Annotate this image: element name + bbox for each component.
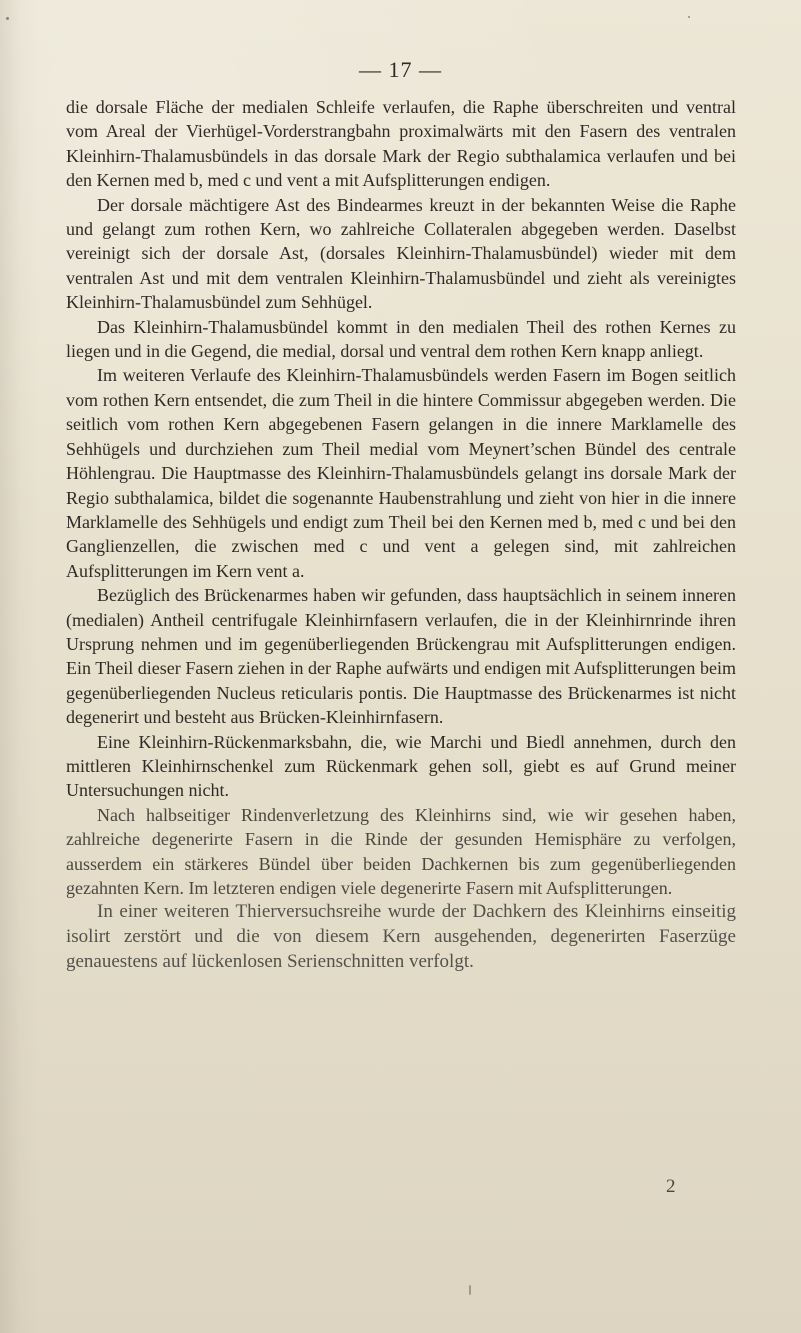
paragraph-8: In einer weiteren Thierversuchsreihe wurde der Dachkern des Kleinhirns einseitig isolirt zerstört und die von diesem Kern ausgehenden, degenerirten Faserzüge genauestens auf lückenlosen Serienschnitten verfolgt.	[66, 901, 736, 972]
paper-speck	[6, 17, 9, 20]
paper-mark	[469, 1285, 471, 1295]
paragraph-1: die dorsale Fläche der medialen Schleife verlaufen, die Raphe überschreiten und ventral vom Areal der Vierhügel-Vorderstrangbahn proximalwärts mit den Fasern des ventralen Kleinhirn-Thalamusbündels in das dorsale Mark der Regio subthalamica verlaufen und bei den Kernen med b, med c und vent a mit Aufsplitterungen endigen.	[66, 97, 736, 191]
page-edge-shadow	[0, 0, 40, 1333]
paragraph-7: Nach halbseitiger Rindenverletzung des Kleinhirns sind, wie wir gesehen haben, zahlreiche degenerirte Fasern in die Rinde der gesunden Hemisphäre zu verfolgen, ausserdem ein stärkeres Bündel über beiden Dachkernen bis zum gegenüberliegenden gezahnten Kern. Im letzteren endigen viele degenerirte Fasern mit Aufsplitterungen.	[66, 804, 736, 898]
paper-speck	[688, 16, 690, 18]
paragraph-6: Eine Kleinhirn-Rückenmarksbahn, die, wie Marchi und Biedl annehmen, durch den mittleren Kleinhirnschenkel zum Rückenmark gehen soll, giebt es auf Grund meiner Untersuchungen nicht.	[66, 731, 736, 801]
page-number: — 17 —	[359, 57, 442, 82]
body-text	[66, 95, 736, 974]
signature-mark: 2	[666, 1176, 676, 1197]
paragraph-4: Im weiteren Verlaufe des Kleinhirn-Thalamusbündels werden Fasern im Bogen seitlich vom rothen Kern entsendet, die zum Theil in die hintere Commissur abgegeben werden. Die seitlich vom rothen Kern abgegebenen Fasern gelangen in die innere Marklamelle des Sehhügels und durchziehen zum Theil medial vom Meynert’schen Bündel des centrale Höhlengrau. Die Hauptmasse des Kleinhirn-Thalamusbündels gelangt ins dorsale Mark der Regio subthalamica, bildet die sogenannte Haubenstrahlung und zieht von hier in die innere Marklamelle des Sehhügels und endigt zum Theil bei den Kernen med b, med c und bei den Ganglienzellen, die zwischen med c und vent a gelegen sind, mit zahlreichen Aufsplitterungen im Kern vent a.	[66, 365, 736, 581]
paragraph-3: Das Kleinhirn-Thalamusbündel kommt in den medialen Theil des rothen Kernes zu liegen und in die Gegend, die medial, dorsal und ventral dem rothen Kern knapp anliegt.	[66, 316, 736, 362]
paragraph-2: Der dorsale mächtigere Ast des Bindearmes kreuzt in der bekannten Weise die Raphe und gelangt zum rothen Kern, wo zahlreiche Collateralen abgegeben werden. Daselbst vereinigt sich der dorsale Ast, (dorsales Kleinhirn-Thalamusbündel) wieder mit dem ventralen Ast und mit dem ventralen Kleinhirn-Thalamusbündel und zieht als vereinigtes Kleinhirn-Thalamusbündel zum Sehhügel.	[66, 194, 736, 313]
paragraph-5: Bezüglich des Brückenarmes haben wir gefunden, dass hauptsächlich in seinem inneren (medialen) Antheil centrifugale Kleinhirnfasern verlaufen, die in der Kleinhirnrinde ihren Ursprung nehmen und im gegenüberliegenden Brückengrau mit Aufsplitterungen endigen. Ein Theil dieser Fasern ziehen in der Raphe aufwärts und endigen mit Aufsplitterungen beim gegenüberliegenden Nucleus reticularis pontis. Die Hauptmasse des Brückenarmes ist nicht degenerirt und besteht aus Brücken-Kleinhirnfasern.	[66, 585, 736, 728]
